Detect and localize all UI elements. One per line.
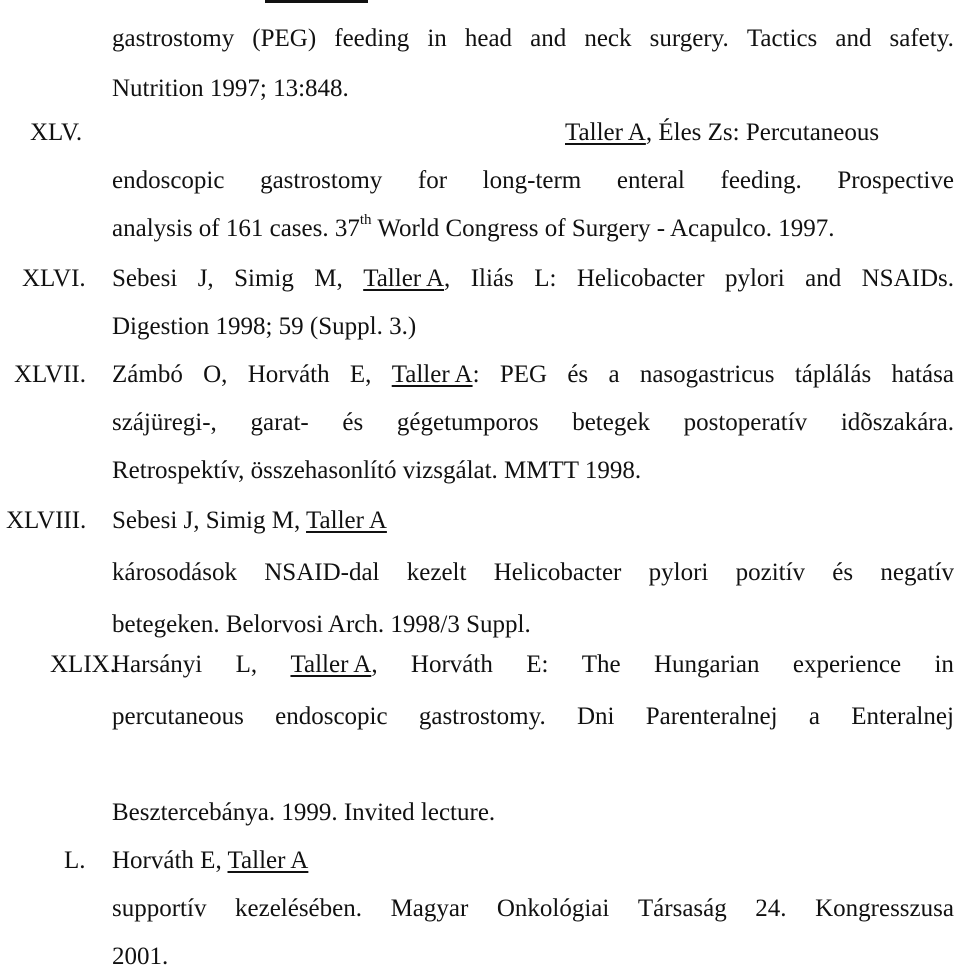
word: and [805, 265, 842, 292]
word: garat- [250, 409, 309, 436]
word: and [530, 25, 567, 52]
author-highlight: Taller A [565, 119, 646, 146]
word: és [567, 361, 589, 388]
word: negatív [880, 559, 954, 586]
word: Onkológiai [496, 895, 610, 922]
word: The [581, 651, 621, 678]
word: nasogastricus [639, 361, 775, 388]
author-highlight: Taller A [227, 847, 309, 874]
word: NSAID-dal [264, 559, 380, 586]
word: feeding [334, 25, 410, 52]
author-highlight: Taller A [290, 651, 372, 678]
word: in [934, 651, 954, 678]
word: enteral [616, 167, 685, 194]
word: Iliás [470, 265, 514, 292]
reference-text [112, 506, 954, 640]
word: károsodások [112, 559, 237, 586]
word: és [342, 409, 364, 436]
word: experience [792, 651, 902, 678]
word: neck [584, 25, 632, 52]
word: táplálás [794, 361, 872, 388]
reference-line [112, 360, 954, 390]
author-highlight: Taller A [391, 361, 473, 388]
word: E: [526, 651, 549, 678]
word: gégetumporos [396, 409, 539, 436]
word: 24. [755, 895, 787, 922]
word: PEG [499, 361, 548, 388]
reference-number: XLVI. [22, 265, 86, 292]
word: pylori [724, 265, 785, 292]
word: gastrostomy. [418, 703, 546, 730]
reference-line: Retrospektív, összehasonlító vizsgálat. MMTT 1998. [112, 457, 642, 484]
word: endoscopic [112, 167, 225, 194]
word: supportív [112, 895, 207, 922]
word: Taller A, [290, 651, 378, 678]
word: feeding. [720, 167, 802, 194]
word: Magyar [390, 895, 469, 922]
reference-text [112, 650, 954, 828]
word: betegek [572, 409, 650, 436]
word: idõszakára. [840, 409, 954, 436]
word: O, [203, 361, 228, 388]
reference-line: Digestion 1998; 59 (Suppl. 3.) [112, 313, 417, 340]
word: percutaneous [112, 703, 244, 730]
word: hatása [891, 361, 954, 388]
reference-line [112, 702, 954, 732]
top-rule [265, 0, 368, 3]
reference-line: analysis of 161 cases. 37th World Congress of Surgery - Acapulco. 1997. [112, 212, 835, 242]
word: Sebesi [112, 265, 178, 292]
word: Simig [234, 265, 294, 292]
word: Enteralnej [851, 703, 954, 730]
reference-line [112, 408, 954, 438]
reference-line: Nutrition 1997; 13:848. [112, 75, 349, 102]
word: Horváth [410, 651, 493, 678]
word: long-term [482, 167, 582, 194]
reference-line [112, 894, 954, 924]
word: Harsányi [112, 651, 203, 678]
word: Prospective [837, 167, 954, 194]
word: a [608, 361, 620, 388]
word: postoperatív [683, 409, 808, 436]
word: Horváth [247, 361, 330, 388]
word: pozitív [735, 559, 806, 586]
word: Dni [576, 703, 615, 730]
word: NSAIDs. [861, 265, 954, 292]
word: and [835, 25, 872, 52]
reference-number: XLVII. [14, 361, 86, 388]
word: és [832, 559, 854, 586]
word: surgery. [649, 25, 729, 52]
word: safety. [889, 25, 954, 52]
word: gastrostomy [260, 167, 383, 194]
author-highlight: Taller A [363, 265, 445, 292]
word: Helicobacter [493, 559, 622, 586]
word: kezelésében. [235, 895, 363, 922]
reference-line [112, 650, 954, 680]
word: L: [534, 265, 557, 292]
word: kezelt [406, 559, 467, 586]
reference-authors: Taller A, Éles Zs: Percutaneous [565, 119, 880, 146]
word: Taller A, [363, 265, 451, 292]
word: Parenteralnej [645, 703, 778, 730]
reference-line [112, 24, 954, 54]
reference-line [112, 264, 954, 294]
reference-text [112, 360, 954, 486]
reference-line [112, 558, 954, 588]
word: (PEG) [252, 25, 317, 52]
reference-line: Besztercebánya. 1999. Invited lecture. [112, 799, 496, 826]
word: Társaság [637, 895, 727, 922]
reference-number: XLIX. [50, 651, 116, 678]
word: szájüregi-, [112, 409, 217, 436]
word: M, [314, 265, 343, 292]
reference-text [112, 166, 954, 244]
word: Kongresszusa [815, 895, 954, 922]
word: gastrostomy [112, 25, 235, 52]
reference-line: 2001. [112, 943, 169, 970]
word: for [417, 167, 448, 194]
word: Hungarian [653, 651, 760, 678]
word: Zámbó [112, 361, 183, 388]
word: Helicobacter [576, 265, 705, 292]
word: L, [235, 651, 258, 678]
reference-line: betegeken. Belorvosi Arch. 1998/3 Suppl. [112, 611, 531, 638]
word: Tactics [746, 25, 818, 52]
word: E, [349, 361, 372, 388]
reference-text [112, 264, 954, 342]
reference-line [112, 166, 954, 196]
reference-number: XLV. [30, 119, 83, 146]
author-highlight: Taller A [306, 507, 387, 534]
word: in [427, 25, 447, 52]
word: J, [197, 265, 214, 292]
reference-continuation [112, 24, 954, 104]
reference-number: XLVIII. [6, 507, 87, 534]
word: a [808, 703, 820, 730]
reference-line: Horváth E, Taller A [112, 847, 309, 874]
word: pylori [648, 559, 709, 586]
word: endoscopic [275, 703, 388, 730]
word: head [464, 25, 513, 52]
word: Taller A: [391, 361, 480, 388]
reference-line: Sebesi J, Simig M, Taller A [112, 507, 387, 534]
reference-text [112, 846, 954, 972]
reference-number: L. [64, 847, 86, 874]
